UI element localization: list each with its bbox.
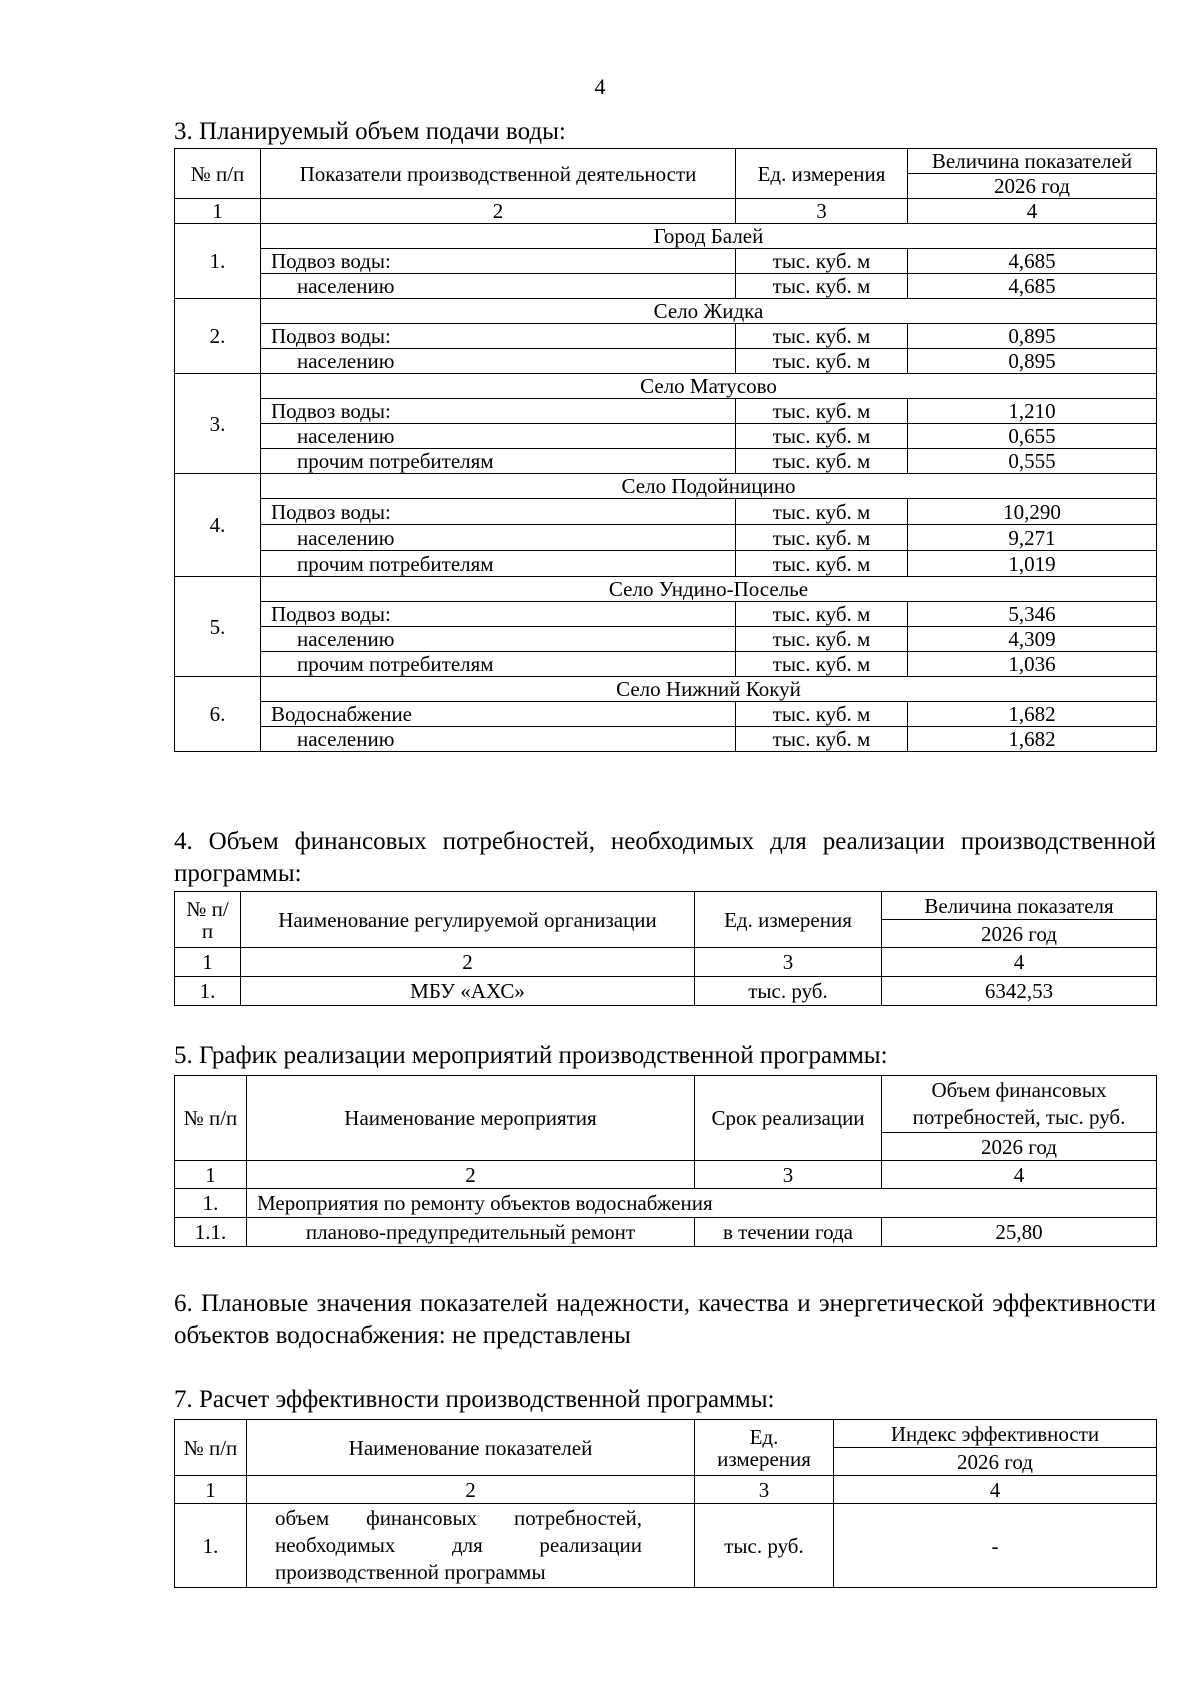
row-value: 0,895 (908, 349, 1157, 374)
header-row (175, 1076, 1157, 1133)
row-value: 1,210 (908, 399, 1157, 424)
row-org: МБУ «АХС» (241, 977, 695, 1006)
section-5-title: 5. График реализации мероприятий производственной программы: (174, 1042, 888, 1069)
row-unit: тыс. куб. м (736, 702, 908, 727)
column-number: 3 (695, 948, 882, 977)
table-row (175, 602, 1157, 627)
group-place: Город Балей (261, 224, 1157, 249)
row-unit: тыс. куб. м (736, 324, 908, 349)
row-unit: тыс. руб. (695, 1504, 834, 1588)
row-unit: тыс. куб. м (736, 551, 908, 577)
row-value: 25,80 (882, 1218, 1157, 1247)
column-number: 3 (695, 1161, 882, 1189)
group-label: Мероприятия по ремонту объектов водоснабжения (247, 1189, 1157, 1218)
row-label: населению (261, 525, 736, 551)
group-place: Село Жидка (261, 299, 1157, 324)
row-unit: тыс. куб. м (736, 249, 908, 274)
table-row (175, 499, 1157, 525)
header-year: 2026 год (882, 920, 1157, 948)
row-label: прочим потребителям (261, 551, 736, 577)
group-row (175, 1189, 1157, 1218)
row-unit: тыс. куб. м (736, 349, 908, 374)
row-value: 1,019 (908, 551, 1157, 577)
row-label: объем финансовых потребностей, необходимых для реализации производственной программы (247, 1504, 695, 1588)
row-label: населению (261, 274, 736, 299)
header-unit: Ед. измерения (695, 892, 882, 948)
section-6-text: 6. Плановые значения показателей надежности, качества и энергетической эффективности объектов водоснабжения: не представлены (174, 1290, 1156, 1349)
row-term: в течении года (695, 1218, 882, 1247)
column-number-row (175, 1476, 1157, 1504)
group-place: Село Подойницино (261, 474, 1157, 499)
group-row (175, 224, 1157, 249)
column-number: 4 (882, 948, 1157, 977)
financial-needs-table (174, 891, 1157, 1006)
row-value: 0,655 (908, 424, 1157, 449)
row-unit: тыс. куб. м (736, 499, 908, 525)
table-row (175, 249, 1157, 274)
column-number: 3 (736, 199, 908, 224)
group-place: Село Ундино-Поселье (261, 577, 1157, 602)
row-num: 1. (175, 977, 241, 1006)
row-label: населению (261, 627, 736, 652)
row-unit: тыс. куб. м (736, 727, 908, 752)
row-label: Подвоз воды: (261, 324, 736, 349)
table-row (175, 977, 1157, 1006)
column-number-row (175, 199, 1157, 224)
table-row (175, 727, 1157, 752)
row-unit: тыс. руб. (695, 977, 882, 1006)
group-row (175, 299, 1157, 324)
column-number: 1 (175, 948, 241, 977)
table-row (175, 652, 1157, 677)
table-row (175, 525, 1157, 551)
row-value: 1,682 (908, 702, 1157, 727)
row-value: 0,555 (908, 449, 1157, 474)
efficiency-table (174, 1419, 1157, 1588)
header-org: Наименование регулируемой организации (241, 892, 695, 948)
row-value: 1,036 (908, 652, 1157, 677)
group-num: 3. (175, 374, 261, 474)
header-indicator: Наименование показателей (247, 1420, 695, 1476)
column-number: 2 (247, 1161, 695, 1189)
row-label: планово-предупредительный ремонт (247, 1218, 695, 1247)
group-row (175, 677, 1157, 702)
table-row (175, 349, 1157, 374)
group-num: 1. (175, 1189, 247, 1218)
header-unit: Ед. измерения (736, 149, 908, 199)
header-year: 2026 год (908, 174, 1157, 199)
row-label: Подвоз воды: (261, 499, 736, 525)
row-label: населению (261, 349, 736, 374)
section-7-title: 7. Расчет эффективности производственной программы: (174, 1386, 775, 1413)
row-unit: тыс. куб. м (736, 399, 908, 424)
schedule-table (174, 1075, 1157, 1247)
row-label: Водоснабжение (261, 702, 736, 727)
row-num: 1.1. (175, 1218, 247, 1247)
table-row (175, 627, 1157, 652)
column-number: 3 (695, 1476, 834, 1504)
row-unit: тыс. куб. м (736, 652, 908, 677)
group-place: Село Матусово (261, 374, 1157, 399)
group-num: 6. (175, 677, 261, 752)
group-row (175, 474, 1157, 499)
column-number: 1 (175, 1161, 247, 1189)
header-num: № п/п (175, 1076, 247, 1161)
header-value: Объем финансовых потребностей, тыс. руб. (882, 1076, 1157, 1133)
header-num: № п/п (175, 149, 261, 199)
column-number: 4 (908, 199, 1157, 224)
row-label: Подвоз воды: (261, 399, 736, 424)
row-value: 6342,53 (882, 977, 1157, 1006)
row-value: 0,895 (908, 324, 1157, 349)
header-year: 2026 год (834, 1448, 1157, 1476)
header-row (175, 149, 1157, 174)
table-row (175, 551, 1157, 577)
row-value: 4,685 (908, 249, 1157, 274)
group-row (175, 374, 1157, 399)
table-row (175, 702, 1157, 727)
header-num: № п/п (175, 892, 241, 948)
table-row (175, 424, 1157, 449)
column-number-row (175, 948, 1157, 977)
row-unit: тыс. куб. м (736, 525, 908, 551)
group-place: Село Нижний Кокуй (261, 677, 1157, 702)
header-year: 2026 год (882, 1133, 1157, 1161)
header-event: Наименование мероприятия (247, 1076, 695, 1161)
row-unit: тыс. куб. м (736, 449, 908, 474)
column-number: 2 (241, 948, 695, 977)
row-label: прочим потребителям (261, 652, 736, 677)
column-number: 1 (175, 1476, 247, 1504)
table-row (175, 274, 1157, 299)
row-label: населению (261, 727, 736, 752)
row-value: 1,682 (908, 727, 1157, 752)
page-number: 4 (594, 74, 606, 99)
header-indicator: Показатели производственной деятельности (261, 149, 736, 199)
group-num: 2. (175, 299, 261, 374)
header-row (175, 1420, 1157, 1448)
row-unit: тыс. куб. м (736, 627, 908, 652)
group-num: 1. (175, 224, 261, 299)
group-row (175, 577, 1157, 602)
column-number: 2 (261, 199, 736, 224)
header-value: Величина показателей (908, 149, 1157, 174)
table-row (175, 399, 1157, 424)
row-label: Подвоз воды: (261, 249, 736, 274)
group-num: 5. (175, 577, 261, 677)
row-label: Подвоз воды: (261, 602, 736, 627)
row-value: - (834, 1504, 1157, 1588)
column-number: 4 (882, 1161, 1157, 1189)
row-unit: тыс. куб. м (736, 274, 908, 299)
header-value: Величина показателя (882, 892, 1157, 920)
group-num: 4. (175, 474, 261, 577)
column-number-row (175, 1161, 1157, 1189)
section-3-title: 3. Планируемый объем подачи воды: (174, 118, 566, 145)
row-value: 4,685 (908, 274, 1157, 299)
table-row (175, 324, 1157, 349)
table-row (175, 1218, 1157, 1247)
header-num: № п/п (175, 1420, 247, 1476)
row-unit: тыс. куб. м (736, 424, 908, 449)
row-label: прочим потребителям (261, 449, 736, 474)
row-value: 4,309 (908, 627, 1157, 652)
header-index: Индекс эффективности (834, 1420, 1157, 1448)
water-supply-table (174, 148, 1157, 752)
table-row (175, 449, 1157, 474)
column-number: 2 (247, 1476, 695, 1504)
row-unit: тыс. куб. м (736, 602, 908, 627)
section-4-title: 4. Объем финансовых потребностей, необходимых для реализации производственной программы: (174, 828, 1156, 887)
row-value: 5,346 (908, 602, 1157, 627)
column-number: 4 (834, 1476, 1157, 1504)
header-term: Срок реализации (695, 1076, 882, 1161)
header-row (175, 892, 1157, 920)
row-num: 1. (175, 1504, 247, 1588)
row-value: 9,271 (908, 525, 1157, 551)
header-unit: Ед. измерения (695, 1420, 834, 1476)
column-number: 1 (175, 199, 261, 224)
row-label: населению (261, 424, 736, 449)
row-value: 10,290 (908, 499, 1157, 525)
table-row (175, 1504, 1157, 1588)
